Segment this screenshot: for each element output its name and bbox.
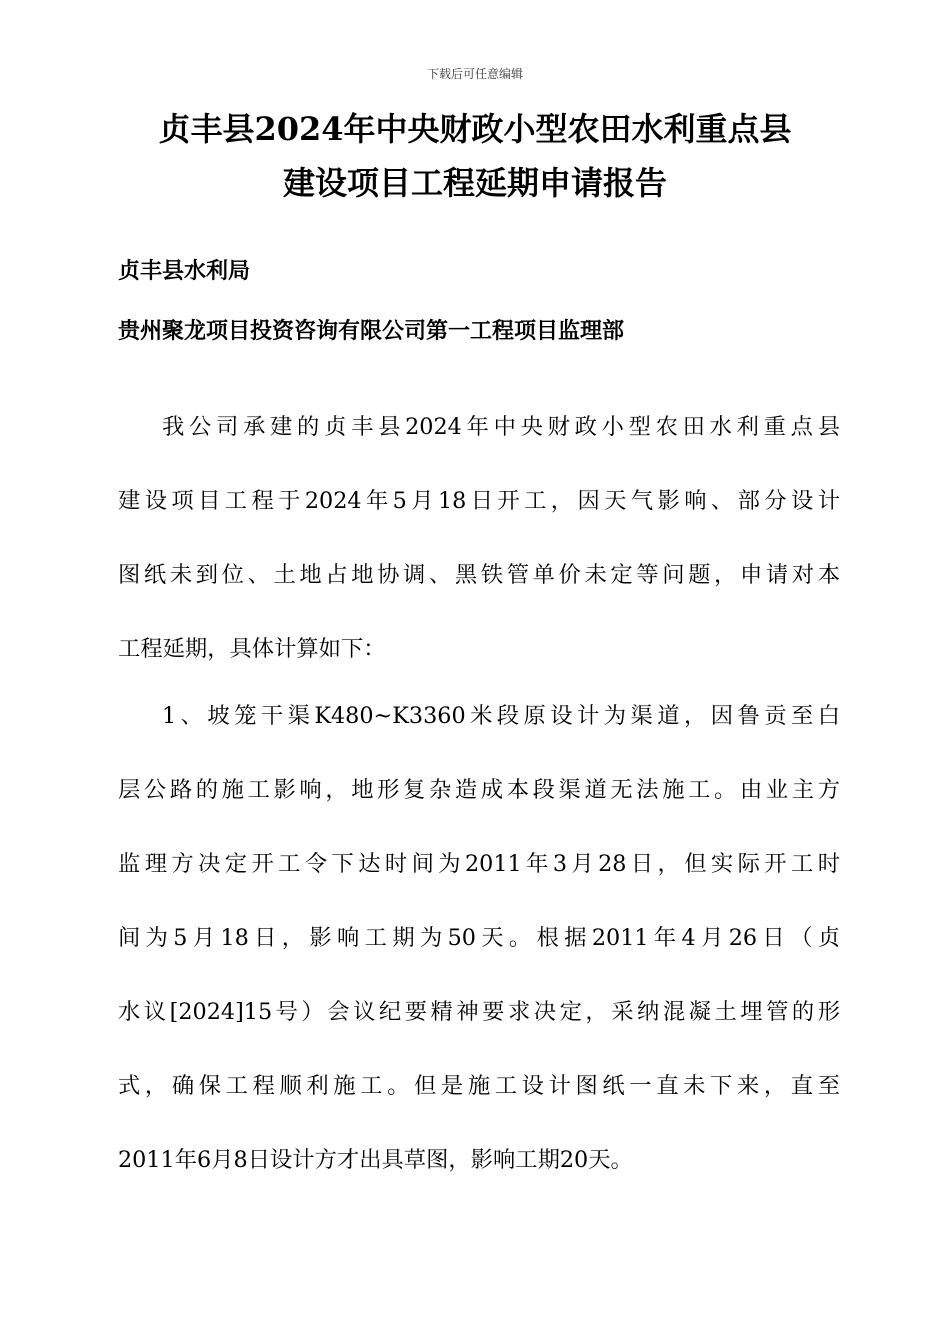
paragraph-line: 监理方决定开工令下达时间为2011年3月28日，但实际开工时 [118,851,840,877]
paragraph-line: 建设项目工程于2024年5月18日开工，因天气影响、部分设计 [118,488,840,514]
title-line-1: 贞丰县2024年中央财政小型农田水利重点县 [158,110,792,148]
paragraph-line: 2011年6月8日设计方才出具草图，影响工期20天。 [118,1147,633,1173]
paragraph-line: 1、坡笼干渠K480~K3360米段原设计为渠道，因鲁贡至白 [162,703,840,729]
paragraph-item-1 [118,692,840,1210]
recipients [118,256,838,376]
paragraph-line: 我公司承建的贞丰县2024年中央财政小型农田水利重点县 [162,414,840,440]
report-body [118,403,840,1210]
document-title [110,102,840,210]
paragraph-intro [118,403,840,692]
paragraph-line: 图纸未到位、土地占地协调、黑铁管单价未定等问题，申请对本 [118,562,840,588]
paragraph-line: 式，确保工程顺利施工。但是施工设计图纸一直未下来，直至 [118,1073,840,1099]
title-line-2: 建设项目工程延期申请报告 [282,164,667,202]
paragraph-line: 间为5月18日，影响工期为50天。根据2011年4月26日（贞 [118,925,840,951]
recipient-water-bureau: 贞丰县水利局 [118,258,251,284]
recipient-supervision-dept: 贵州聚龙项目投资咨询有限公司第一工程项目监理部 [118,318,625,344]
paragraph-line: 水议[2024]15号）会议纪要精神要求决定，采纳混凝土埋管的形 [118,999,840,1025]
header-note: 下载后可任意编辑 [426,67,523,81]
paragraph-line: 工程延期，具体计算如下： [118,636,386,662]
paragraph-line: 层公路的施工影响，地形复杂造成本段渠道无法施工。由业主方 [118,777,840,803]
